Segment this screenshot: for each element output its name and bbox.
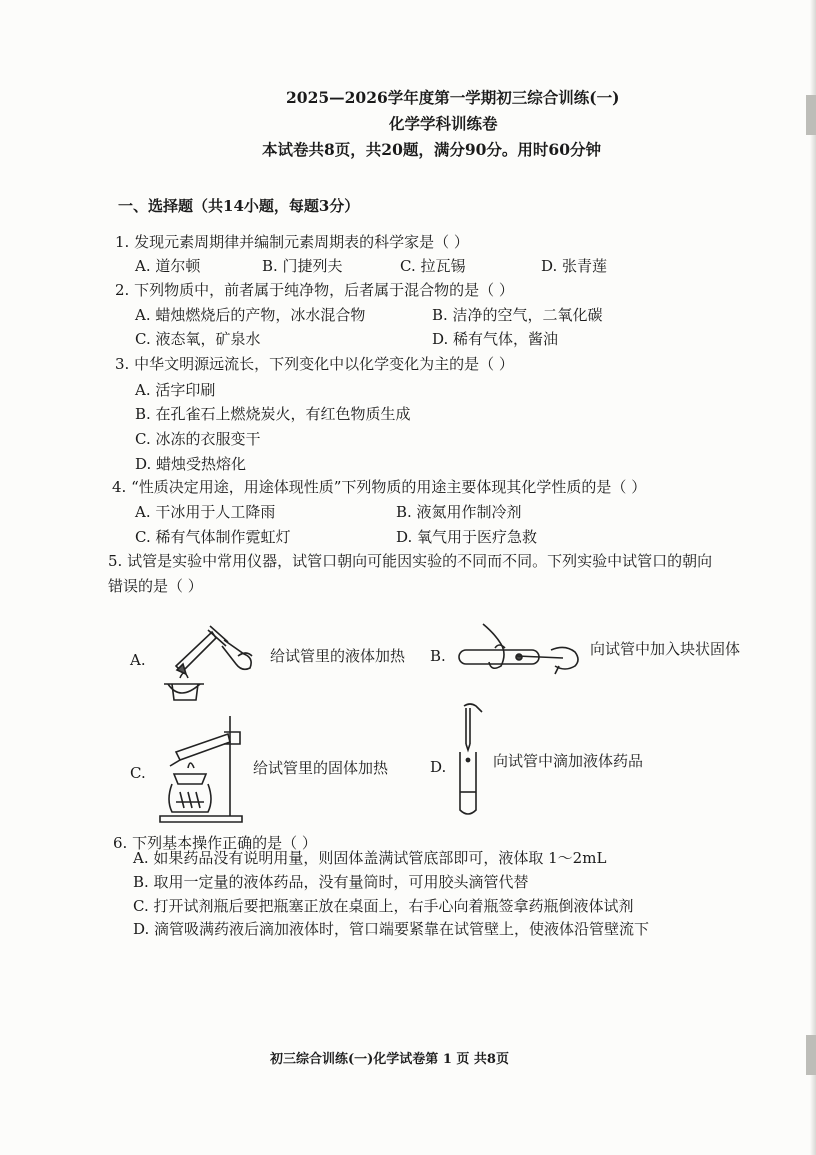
heating-solid-test-tube-figure	[150, 712, 250, 824]
scan-edge-mark	[806, 95, 816, 135]
q6-option-d: D. 滴管吸满药液后滴加液体时，管口端要紧靠在试管壁上，使液体沿管壁流下	[133, 920, 650, 938]
subject-title: 化学学科训练卷	[389, 114, 498, 133]
q6-option-a: A. 如果药品没有说明用量，则固体盖满试管底部即可，液体取 1～2mL	[133, 849, 607, 867]
exam-info: 本试卷共8页，共20题，满分90分。用时60分钟	[262, 140, 601, 159]
q5-option-a-label: A.	[130, 651, 146, 669]
scan-edge-shadow	[810, 0, 816, 1155]
q1-option-c: C. 拉瓦锡	[400, 257, 466, 275]
question-4-stem: 4. “性质决定用途，用途体现性质”下列物质的用途主要体现其化学性质的是（ ）	[112, 478, 647, 496]
q4-option-c: C. 稀有气体制作霓虹灯	[135, 528, 291, 546]
q5-option-b-label: B.	[430, 647, 446, 665]
q4-option-d: D. 氧气用于医疗急救	[396, 528, 538, 546]
q4-option-a: A. 干冰用于人工降雨	[135, 503, 276, 521]
q6-option-b: B. 取用一定量的液体药品，没有量筒时，可用胶头滴管代替	[133, 873, 529, 891]
q1-option-b: B. 门捷列夫	[262, 257, 343, 275]
exam-title: 2025—2026学年度第一学期初三综合训练(一)	[286, 88, 620, 107]
page-footer: 初三综合训练(一)化学试卷第 1 页 共8页	[270, 1052, 509, 1067]
q3-option-c: C. 冰冻的衣服变干	[135, 430, 261, 448]
q5-option-c-caption: 给试管里的固体加热	[253, 759, 389, 777]
q2-option-c: C. 液态氧，矿泉水	[135, 330, 261, 348]
question-5-stem: 5. 试管是实验中常用仪器，试管口朝向可能因实验的不同而不同。下列实验中试管口的朝向	[108, 552, 713, 570]
adding-solid-test-tube-figure	[455, 620, 590, 682]
q5-option-b-caption: 向试管中加入块状固体	[590, 640, 741, 658]
question-1-stem: 1. 发现元素周期律并编制元素周期表的科学家是（ ）	[115, 233, 469, 251]
q5-option-c-label: C.	[130, 764, 146, 782]
q3-option-a: A. 活字印刷	[135, 381, 216, 399]
q5-option-d-caption: 向试管中滴加液体药品	[493, 752, 644, 770]
question-2-stem: 2. 下列物质中，前者属于纯净物，后者属于混合物的是（ ）	[115, 281, 514, 299]
dropping-liquid-test-tube-figure	[452, 700, 492, 818]
q6-option-c: C. 打开试剂瓶后要把瓶塞正放在桌面上，右手心向着瓶签拿药瓶倒液体试剂	[133, 897, 634, 915]
q2-option-b: B. 洁净的空气，二氧化碳	[432, 306, 603, 324]
q4-option-b: B. 液氮用作制冷剂	[396, 503, 522, 521]
question-6-stem: 6. 下列基本操作正确的是（ ）	[113, 834, 317, 852]
heating-liquid-test-tube-figure	[150, 612, 265, 704]
q2-option-d: D. 稀有气体，酱油	[432, 330, 559, 348]
q5-option-d-label: D.	[430, 758, 447, 776]
q1-option-a: A. 道尔顿	[135, 257, 201, 275]
q3-option-b: B. 在孔雀石上燃烧炭火，有红色物质生成	[135, 405, 411, 423]
q2-option-a: A. 蜡烛燃烧后的产物，冰水混合物	[135, 306, 366, 324]
scan-edge-mark	[806, 1035, 816, 1075]
q5-option-a-caption: 给试管里的液体加热	[270, 647, 406, 665]
section-heading: 一、选择题（共14小题，每题3分）	[118, 197, 360, 215]
question-5-stem-cont: 错误的是（ ）	[108, 577, 203, 595]
q3-option-d: D. 蜡烛受热熔化	[135, 455, 247, 473]
q1-option-d: D. 张青莲	[541, 257, 608, 275]
question-3-stem: 3. 中华文明源远流长，下列变化中以化学变化为主的是（ ）	[115, 355, 514, 373]
